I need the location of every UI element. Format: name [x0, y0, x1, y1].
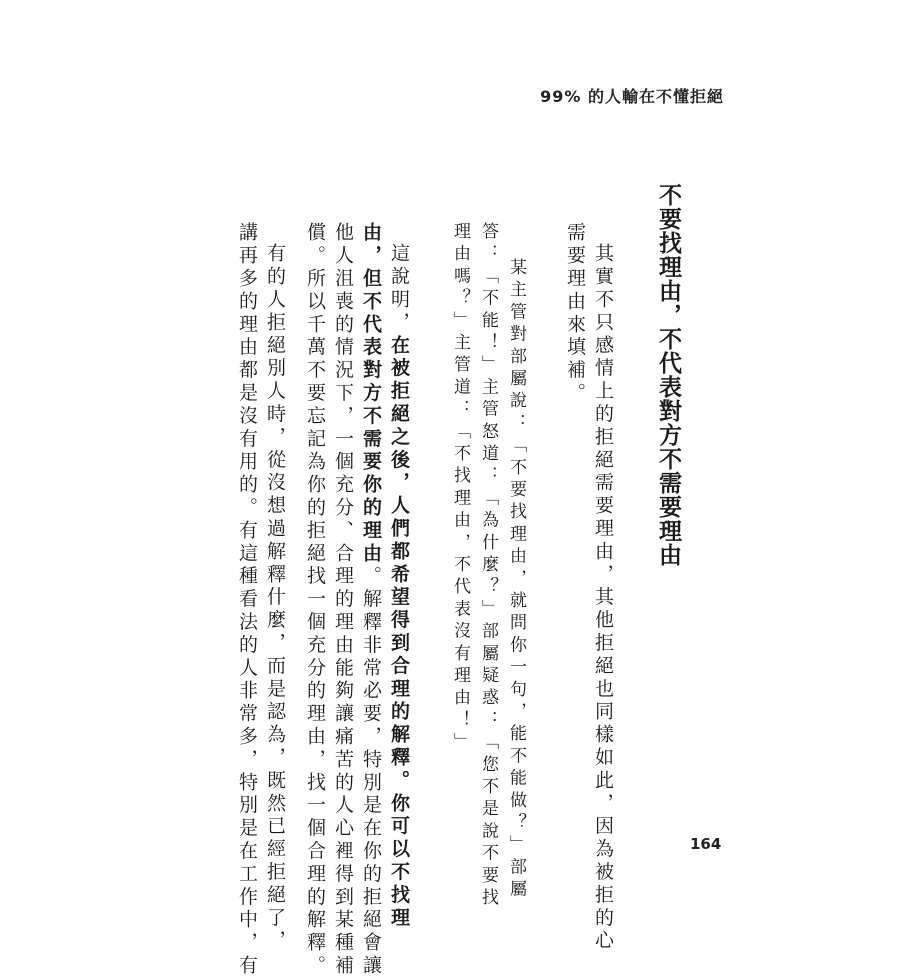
para1-line-1 — [388, 243, 410, 931]
para1-line-4: 償。所以千萬不要忘記為你的拒絕找一個充分的理由，找一個合理的解釋。 — [304, 222, 326, 978]
section-title: 不要找理由，不代表對方不需要理由 — [655, 183, 681, 567]
para1-line-2-bold: 由，但不代表對方不需要你的理由 — [360, 222, 382, 566]
quote-line-2: 答：「不能！」主管怒道：「為什麼？」部屬疑惑：「您不是說不要找 — [478, 222, 498, 911]
intro-line-1: 其實不只感情上的拒絕需要理由，其他拒絕也同樣如此，因為被拒的心 — [592, 243, 614, 953]
para2-line-1: 有的人拒絕別人時，從沒想過解釋什麼，而是認為，既然已經拒絕了， — [264, 243, 286, 953]
para1-line-2-plain: 。解釋非常必要，特別是在你的拒絕會讓 — [360, 565, 382, 978]
quote-line-1: 某主管對部屬說：「不要找理由，就問你一句，能不能做？」部屬 — [506, 258, 526, 902]
running-header: 99% 的人輸在不懂拒絕 — [540, 87, 724, 106]
para2-line-2: 講再多的理由都是沒有用的。有這種看法的人非常多，特別是在工作中，有 — [236, 222, 258, 978]
quote-line-3: 理由嗎？」主管道：「不找理由，不代表沒有理由！」 — [450, 222, 470, 755]
para1-line-1-bold: 在被拒絕之後，人們都希望得到合理的解釋。你可以不找理 — [388, 334, 410, 931]
intro-line-2: 需要理由來填補。 — [564, 222, 586, 406]
para1-line-1-plain: 這說明， — [388, 243, 410, 335]
page-number: 164 — [690, 835, 722, 853]
para1-line-3: 他人沮喪的情況下，一個充分、合理的理由能夠讓痛苦的人心裡得到某種補 — [332, 222, 354, 978]
para1-line-2 — [360, 222, 382, 978]
